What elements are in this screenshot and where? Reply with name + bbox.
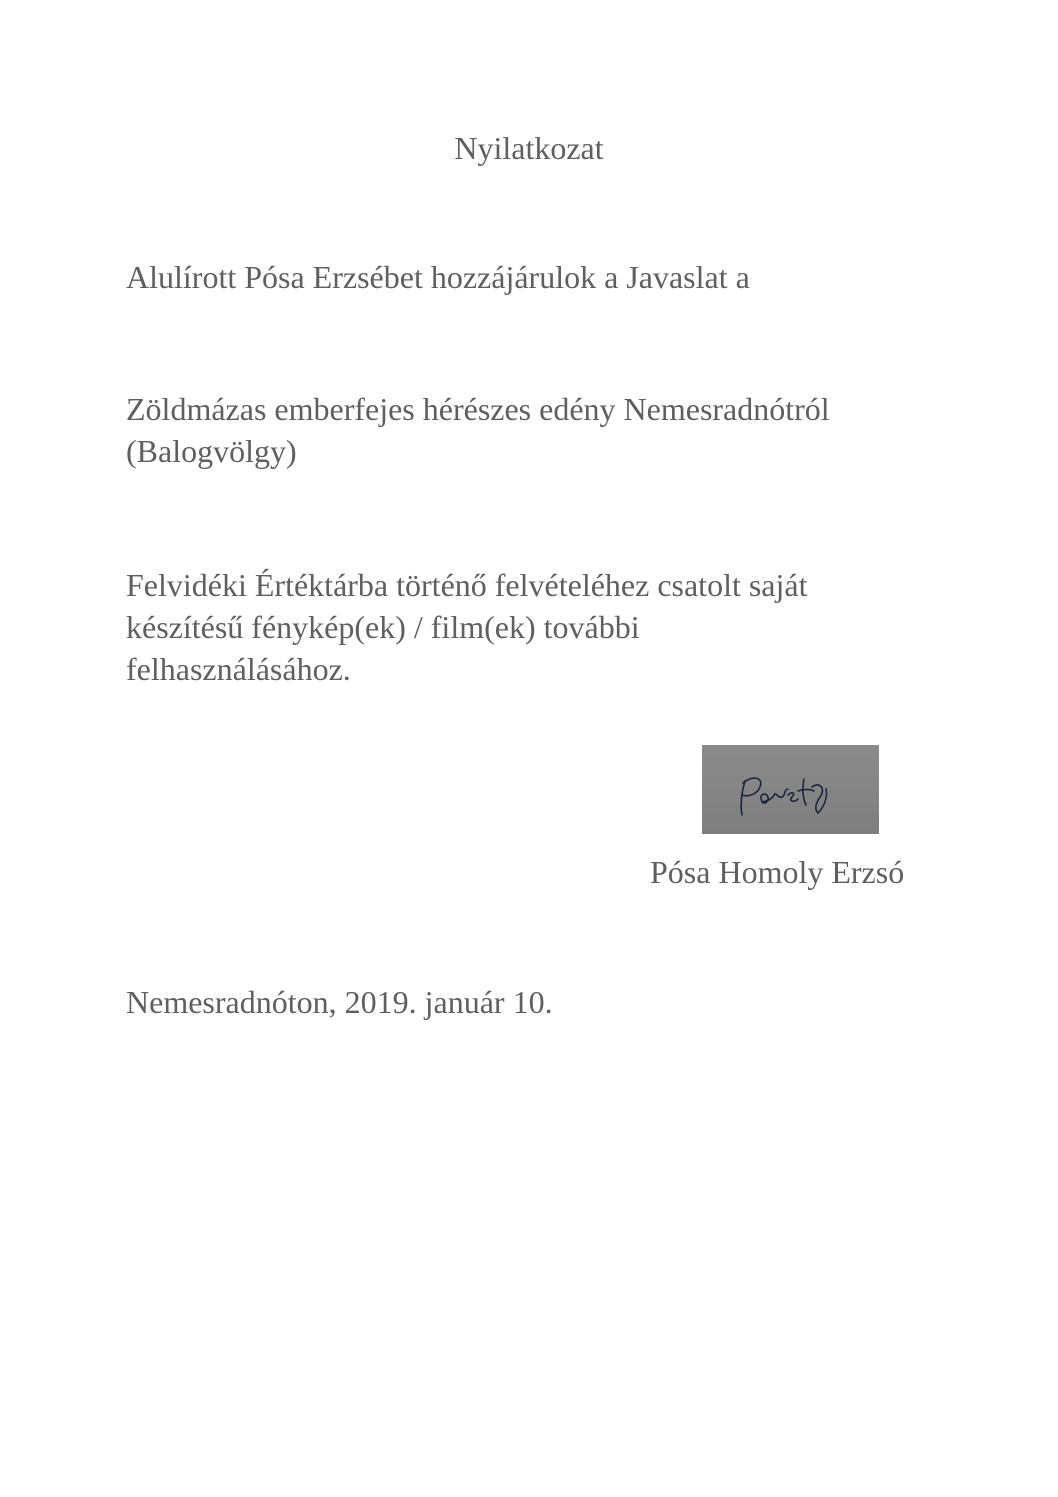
text-line: felhasználásához.: [126, 651, 351, 687]
item-title-paragraph: [126, 388, 946, 472]
document-title: Nyilatkozat: [454, 130, 604, 166]
purpose-paragraph: [126, 564, 946, 690]
signature-scribble: [702, 745, 879, 834]
signer-name: Pósa Homoly Erzsó: [650, 854, 905, 890]
handwritten-signature-image: [702, 745, 879, 834]
place-and-date: Nemesradnóton, 2019. január 10.: [126, 984, 553, 1020]
text-line: készítésű fénykép(ek) / film(ek) további: [126, 609, 640, 645]
text-line: Felvidéki Értéktárba történő felvételéhez csatolt saját: [126, 567, 808, 603]
text-line: Zöldmázas emberfejes hérészes edény Nemesradnótról: [126, 391, 830, 427]
consent-paragraph: [126, 256, 946, 298]
text-line: (Balogvölgy): [126, 433, 297, 469]
text-line: Alulírott Pósa Erzsébet hozzájárulok a Javaslat a: [126, 259, 750, 295]
